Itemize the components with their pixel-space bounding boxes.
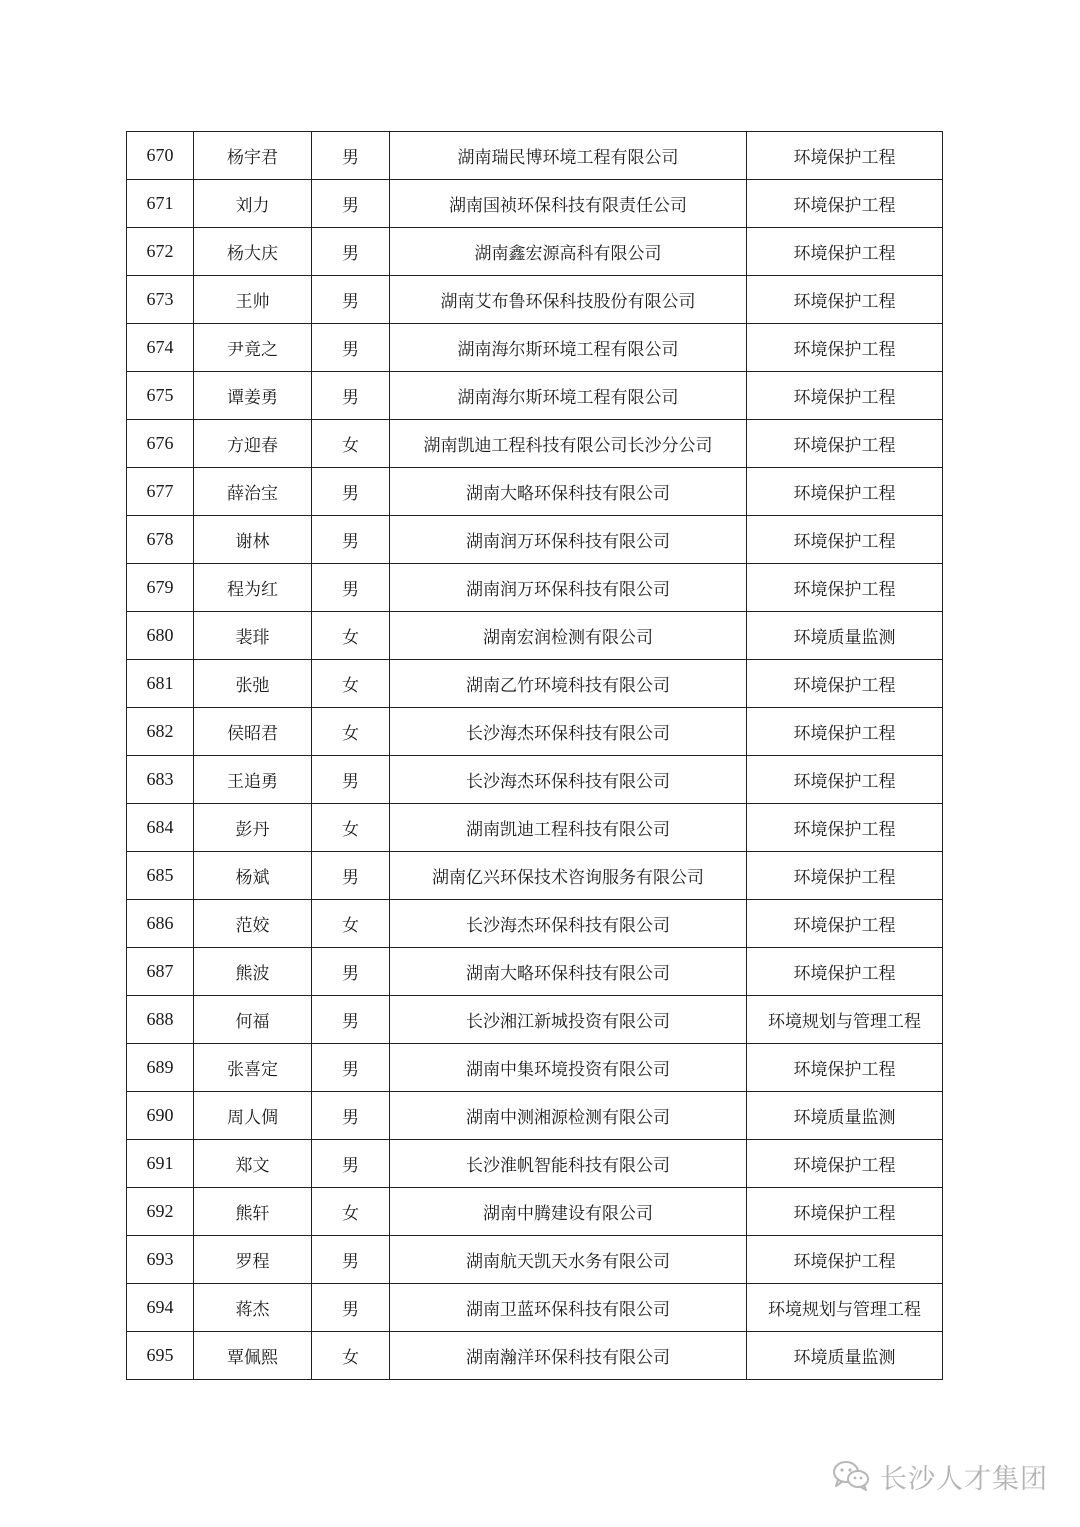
company-name-cell: 湖南凯迪工程科技有限公司长沙分公司: [390, 420, 747, 468]
company-name-cell: 湖南中集环境投资有限公司: [390, 1044, 747, 1092]
row-number-cell: 685: [127, 852, 194, 900]
person-name-cell: 覃佩熙: [194, 1332, 312, 1380]
person-name-cell: 谢林: [194, 516, 312, 564]
company-name-cell: 长沙海杰环保科技有限公司: [390, 900, 747, 948]
person-name-cell: 杨大庆: [194, 228, 312, 276]
major-cell: 环境保护工程: [747, 852, 943, 900]
gender-cell: 女: [312, 900, 390, 948]
row-number-cell: 686: [127, 900, 194, 948]
table-row: [127, 1332, 943, 1380]
row-number-cell: 692: [127, 1188, 194, 1236]
row-number-cell: 684: [127, 804, 194, 852]
person-name-cell: 杨宇君: [194, 132, 312, 180]
table-row: [127, 132, 943, 180]
table-row: [127, 420, 943, 468]
row-number-cell: 670: [127, 132, 194, 180]
company-name-cell: 湖南润万环保科技有限公司: [390, 564, 747, 612]
person-name-cell: 熊波: [194, 948, 312, 996]
gender-cell: 男: [312, 996, 390, 1044]
major-cell: 环境保护工程: [747, 324, 943, 372]
gender-cell: 女: [312, 804, 390, 852]
major-cell: 环境质量监测: [747, 612, 943, 660]
table-row: [127, 276, 943, 324]
gender-cell: 女: [312, 1188, 390, 1236]
company-name-cell: 湖南艾布鲁环保科技股份有限公司: [390, 276, 747, 324]
company-name-cell: 长沙海杰环保科技有限公司: [390, 756, 747, 804]
company-name-cell: 湖南鑫宏源高科有限公司: [390, 228, 747, 276]
company-name-cell: 湖南宏润检测有限公司: [390, 612, 747, 660]
gender-cell: 男: [312, 564, 390, 612]
table-row: [127, 1188, 943, 1236]
person-name-cell: 程为红: [194, 564, 312, 612]
person-name-cell: 张弛: [194, 660, 312, 708]
major-cell: 环境保护工程: [747, 804, 943, 852]
row-number-cell: 676: [127, 420, 194, 468]
person-name-cell: 彭丹: [194, 804, 312, 852]
company-name-cell: 湖南航天凯天水务有限公司: [390, 1236, 747, 1284]
applicant-table: [126, 131, 943, 1380]
gender-cell: 男: [312, 468, 390, 516]
watermark-text: 长沙人才集团: [880, 1463, 1048, 1495]
row-number-cell: 690: [127, 1092, 194, 1140]
table-row: [127, 756, 943, 804]
table-row: [127, 900, 943, 948]
table-row: [127, 372, 943, 420]
row-number-cell: 687: [127, 948, 194, 996]
person-name-cell: 郑文: [194, 1140, 312, 1188]
table-row: [127, 564, 943, 612]
row-number-cell: 677: [127, 468, 194, 516]
table-row: [127, 1236, 943, 1284]
gender-cell: 女: [312, 660, 390, 708]
major-cell: 环境保护工程: [747, 132, 943, 180]
row-number-cell: 675: [127, 372, 194, 420]
gender-cell: 男: [312, 1236, 390, 1284]
wechat-icon: [832, 1460, 870, 1492]
company-name-cell: 湖南中测湘源检测有限公司: [390, 1092, 747, 1140]
major-cell: 环境保护工程: [747, 372, 943, 420]
major-cell: 环境保护工程: [747, 1044, 943, 1092]
gender-cell: 男: [312, 228, 390, 276]
row-number-cell: 683: [127, 756, 194, 804]
row-number-cell: 691: [127, 1140, 194, 1188]
table-row: [127, 1284, 943, 1332]
row-number-cell: 680: [127, 612, 194, 660]
company-name-cell: 湖南润万环保科技有限公司: [390, 516, 747, 564]
table-row: [127, 996, 943, 1044]
row-number-cell: 672: [127, 228, 194, 276]
person-name-cell: 侯昭君: [194, 708, 312, 756]
major-cell: 环境保护工程: [747, 564, 943, 612]
row-number-cell: 689: [127, 1044, 194, 1092]
row-number-cell: 693: [127, 1236, 194, 1284]
person-name-cell: 张喜定: [194, 1044, 312, 1092]
table-row: [127, 468, 943, 516]
table-row: [127, 1140, 943, 1188]
company-name-cell: 湖南海尔斯环境工程有限公司: [390, 372, 747, 420]
table-row: [127, 324, 943, 372]
watermark: [832, 1458, 1048, 1494]
table-row: [127, 1092, 943, 1140]
major-cell: 环境保护工程: [747, 948, 943, 996]
table-row: [127, 516, 943, 564]
major-cell: 环境保护工程: [747, 276, 943, 324]
gender-cell: 男: [312, 324, 390, 372]
company-name-cell: 湖南凯迪工程科技有限公司: [390, 804, 747, 852]
major-cell: 环境规划与管理工程: [747, 1284, 943, 1332]
person-name-cell: 范姣: [194, 900, 312, 948]
major-cell: 环境保护工程: [747, 420, 943, 468]
company-name-cell: 湖南国祯环保科技有限责任公司: [390, 180, 747, 228]
major-cell: 环境质量监测: [747, 1092, 943, 1140]
person-name-cell: 尹竟之: [194, 324, 312, 372]
company-name-cell: 湖南亿兴环保技术咨询服务有限公司: [390, 852, 747, 900]
row-number-cell: 682: [127, 708, 194, 756]
gender-cell: 男: [312, 1284, 390, 1332]
major-cell: 环境保护工程: [747, 516, 943, 564]
table-row: [127, 708, 943, 756]
company-name-cell: 湖南海尔斯环境工程有限公司: [390, 324, 747, 372]
company-name-cell: 长沙海杰环保科技有限公司: [390, 708, 747, 756]
gender-cell: 男: [312, 1092, 390, 1140]
company-name-cell: 湖南瀚洋环保科技有限公司: [390, 1332, 747, 1380]
row-number-cell: 671: [127, 180, 194, 228]
table-row: [127, 1044, 943, 1092]
person-name-cell: 何福: [194, 996, 312, 1044]
table-row: [127, 852, 943, 900]
gender-cell: 女: [312, 1332, 390, 1380]
table-body: [127, 132, 943, 1380]
major-cell: 环境保护工程: [747, 1236, 943, 1284]
person-name-cell: 方迎春: [194, 420, 312, 468]
gender-cell: 女: [312, 708, 390, 756]
gender-cell: 男: [312, 1044, 390, 1092]
company-name-cell: 湖南乙竹环境科技有限公司: [390, 660, 747, 708]
gender-cell: 男: [312, 756, 390, 804]
person-name-cell: 谭姜勇: [194, 372, 312, 420]
person-name-cell: 刘力: [194, 180, 312, 228]
company-name-cell: 湖南大略环保科技有限公司: [390, 948, 747, 996]
major-cell: 环境保护工程: [747, 228, 943, 276]
gender-cell: 女: [312, 420, 390, 468]
company-name-cell: 湖南大略环保科技有限公司: [390, 468, 747, 516]
major-cell: 环境保护工程: [747, 180, 943, 228]
company-name-cell: 长沙湘江新城投资有限公司: [390, 996, 747, 1044]
person-name-cell: 周人倜: [194, 1092, 312, 1140]
major-cell: 环境保护工程: [747, 900, 943, 948]
major-cell: 环境保护工程: [747, 1188, 943, 1236]
major-cell: 环境保护工程: [747, 756, 943, 804]
person-name-cell: 罗程: [194, 1236, 312, 1284]
gender-cell: 女: [312, 612, 390, 660]
gender-cell: 男: [312, 276, 390, 324]
person-name-cell: 薛治宝: [194, 468, 312, 516]
person-name-cell: 王追勇: [194, 756, 312, 804]
table-row: [127, 660, 943, 708]
row-number-cell: 694: [127, 1284, 194, 1332]
row-number-cell: 673: [127, 276, 194, 324]
major-cell: 环境保护工程: [747, 468, 943, 516]
company-name-cell: 湖南中腾建设有限公司: [390, 1188, 747, 1236]
row-number-cell: 681: [127, 660, 194, 708]
gender-cell: 男: [312, 372, 390, 420]
major-cell: 环境规划与管理工程: [747, 996, 943, 1044]
gender-cell: 男: [312, 132, 390, 180]
row-number-cell: 678: [127, 516, 194, 564]
company-name-cell: 湖南卫蓝环保科技有限公司: [390, 1284, 747, 1332]
table-row: [127, 228, 943, 276]
person-name-cell: 裴琲: [194, 612, 312, 660]
table-row: [127, 804, 943, 852]
person-name-cell: 熊轩: [194, 1188, 312, 1236]
gender-cell: 男: [312, 1140, 390, 1188]
major-cell: 环境质量监测: [747, 1332, 943, 1380]
person-name-cell: 蒋杰: [194, 1284, 312, 1332]
person-name-cell: 杨斌: [194, 852, 312, 900]
table-row: [127, 948, 943, 996]
company-name-cell: 湖南瑞民博环境工程有限公司: [390, 132, 747, 180]
major-cell: 环境保护工程: [747, 660, 943, 708]
gender-cell: 男: [312, 852, 390, 900]
company-name-cell: 长沙淮帆智能科技有限公司: [390, 1140, 747, 1188]
major-cell: 环境保护工程: [747, 1140, 943, 1188]
table-row: [127, 612, 943, 660]
major-cell: 环境保护工程: [747, 708, 943, 756]
gender-cell: 男: [312, 516, 390, 564]
gender-cell: 男: [312, 180, 390, 228]
row-number-cell: 679: [127, 564, 194, 612]
row-number-cell: 695: [127, 1332, 194, 1380]
row-number-cell: 688: [127, 996, 194, 1044]
row-number-cell: 674: [127, 324, 194, 372]
person-name-cell: 王帅: [194, 276, 312, 324]
gender-cell: 男: [312, 948, 390, 996]
table-row: [127, 180, 943, 228]
